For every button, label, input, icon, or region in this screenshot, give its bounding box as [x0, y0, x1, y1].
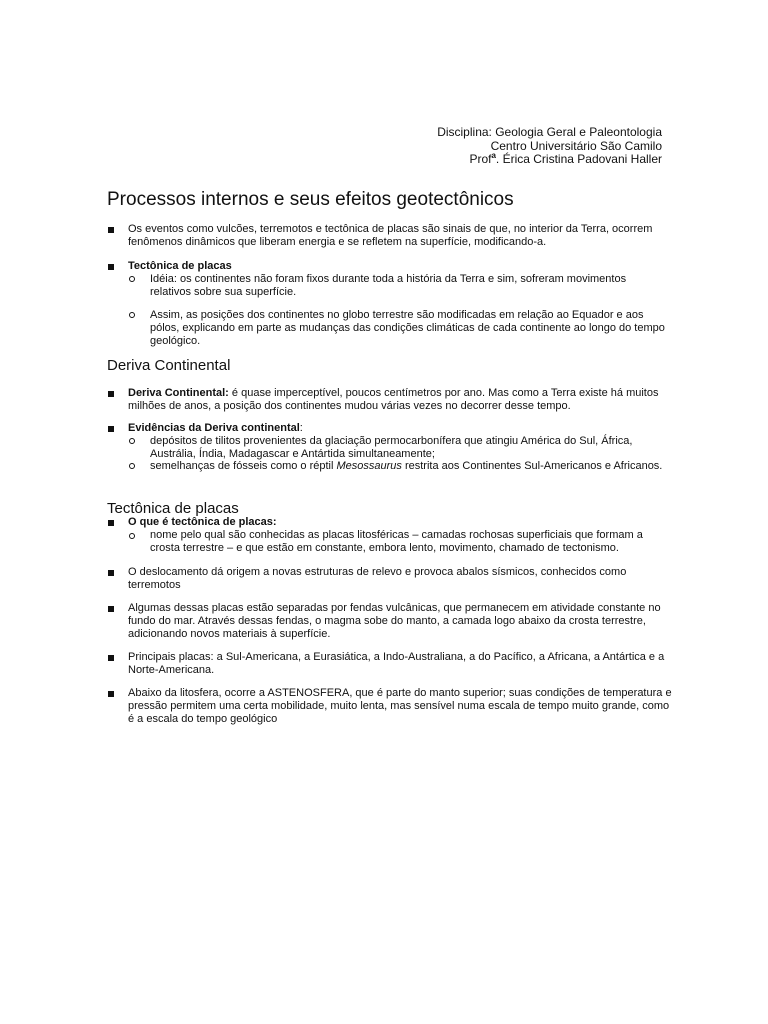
- tectonica-main-plates: Principais placas: a Sul-Americana, a Eurasiática, a Indo-Australiana, a do Pacífico, a Africana, a Antártica e a Norte-Americana.: [128, 651, 665, 676]
- tectonica-definition: nome pelo qual são conhecidas as placas litosféricas – camadas rochosas superficiais que formam a crosta terrestre – e que estão em constante, embora lento, movimento, chamado de tectonismo.: [150, 529, 643, 554]
- bullet-circle: [129, 276, 135, 282]
- bullet-square: [108, 606, 114, 612]
- section-heading-deriva: Deriva Continental: [107, 357, 231, 374]
- section-heading-tectonica: Tectônica de placas: [107, 500, 239, 517]
- bullet-square: [108, 691, 114, 697]
- tectonica-definition-label: O que é tectônica de placas:: [128, 516, 277, 528]
- tectonica-label: Tectônica de placas: [128, 260, 232, 272]
- intro-sub-idea: Idéia: os continentes não foram fixos durante toda a história da Terra e sim, sofreram movimentos relativos sobre sua superfície.: [150, 273, 627, 298]
- deriva-evidence-fossils: semelhanças de fósseis como o réptil Mesossaurus restrita aos Continentes Sul-Americanos e Africanos.: [150, 460, 663, 472]
- header-discipline: Disciplina: Geologia Geral e Paleontologia: [437, 125, 662, 139]
- tectonica-displacement: O deslocamento dá origem a novas estruturas de relevo e provoca abalos sísmicos, conhecidos como terremotos: [128, 566, 627, 591]
- intro-sub-positions: Assim, as posições dos continentes no globo terrestre são modificadas em relação ao Equador e aos pólos, explicando em parte as mudanças das condições climáticas de cada continente ao longo do tempo geológico.: [150, 309, 665, 347]
- course-header: [437, 126, 662, 167]
- bullet-square: [108, 426, 114, 432]
- bullet-square: [108, 570, 114, 576]
- deriva-evidence-label: Evidências da Deriva continental:: [128, 422, 303, 434]
- bullet-circle: [129, 463, 135, 469]
- bullet-square: [108, 227, 114, 233]
- bullet-square: [108, 391, 114, 397]
- bullet-circle: [129, 312, 135, 318]
- bullet-square: [108, 264, 114, 270]
- header-professor: Prof$^a$. Érica Cristina Padovani Haller: [469, 151, 662, 167]
- bullet-circle: [129, 533, 135, 539]
- deriva-evidence-tilitos: depósitos de tilitos provenientes da glaciação permocarbonífera que atingiu América do Sul, África, Austrália, Índia, Madagascar e Antártida simultaneamente;: [150, 435, 633, 460]
- tectonica-asthenosphere: Abaixo da litosfera, ocorre a ASTENOSFERA, que é parte do manto superior; suas condições de temperatura e pressão permitem uma certa mobilidade, muito lenta, mas sensível numa escala de tempo muito grande, como é a escala do tempo geológico: [128, 687, 672, 725]
- page-title: Processos internos e seus efeitos geotectônicos: [107, 189, 514, 210]
- intro-paragraph: Os eventos como vulcões, terremotos e tectônica de placas são sinais de que, no interior da Terra, ocorrem fenômenos dinâmicos que liberam energia e se refletem na superfície, modificando-a.: [128, 223, 653, 248]
- tectonica-volcanic-rifts: Algumas dessas placas estão separadas por fendas vulcânicas, que permanecem em atividade constante no fundo do mar. Através dessas fendas, o magma sobe do manto, a camada logo abaixo da crosta terrestre, adicionando novos materiais à superfície.: [128, 602, 661, 640]
- bullet-square: [108, 655, 114, 661]
- header-institution: Centro Universitário São Camilo: [490, 138, 662, 153]
- bullet-circle: [129, 438, 135, 444]
- bullet-square: [108, 520, 114, 526]
- deriva-definition: Deriva Continental: é quase imperceptível, poucos centímetros por ano. Mas como a Terra existe há muitos milhões de anos, a posição dos continentes mudou várias vezes no decorrer desse tempo.: [128, 387, 659, 412]
